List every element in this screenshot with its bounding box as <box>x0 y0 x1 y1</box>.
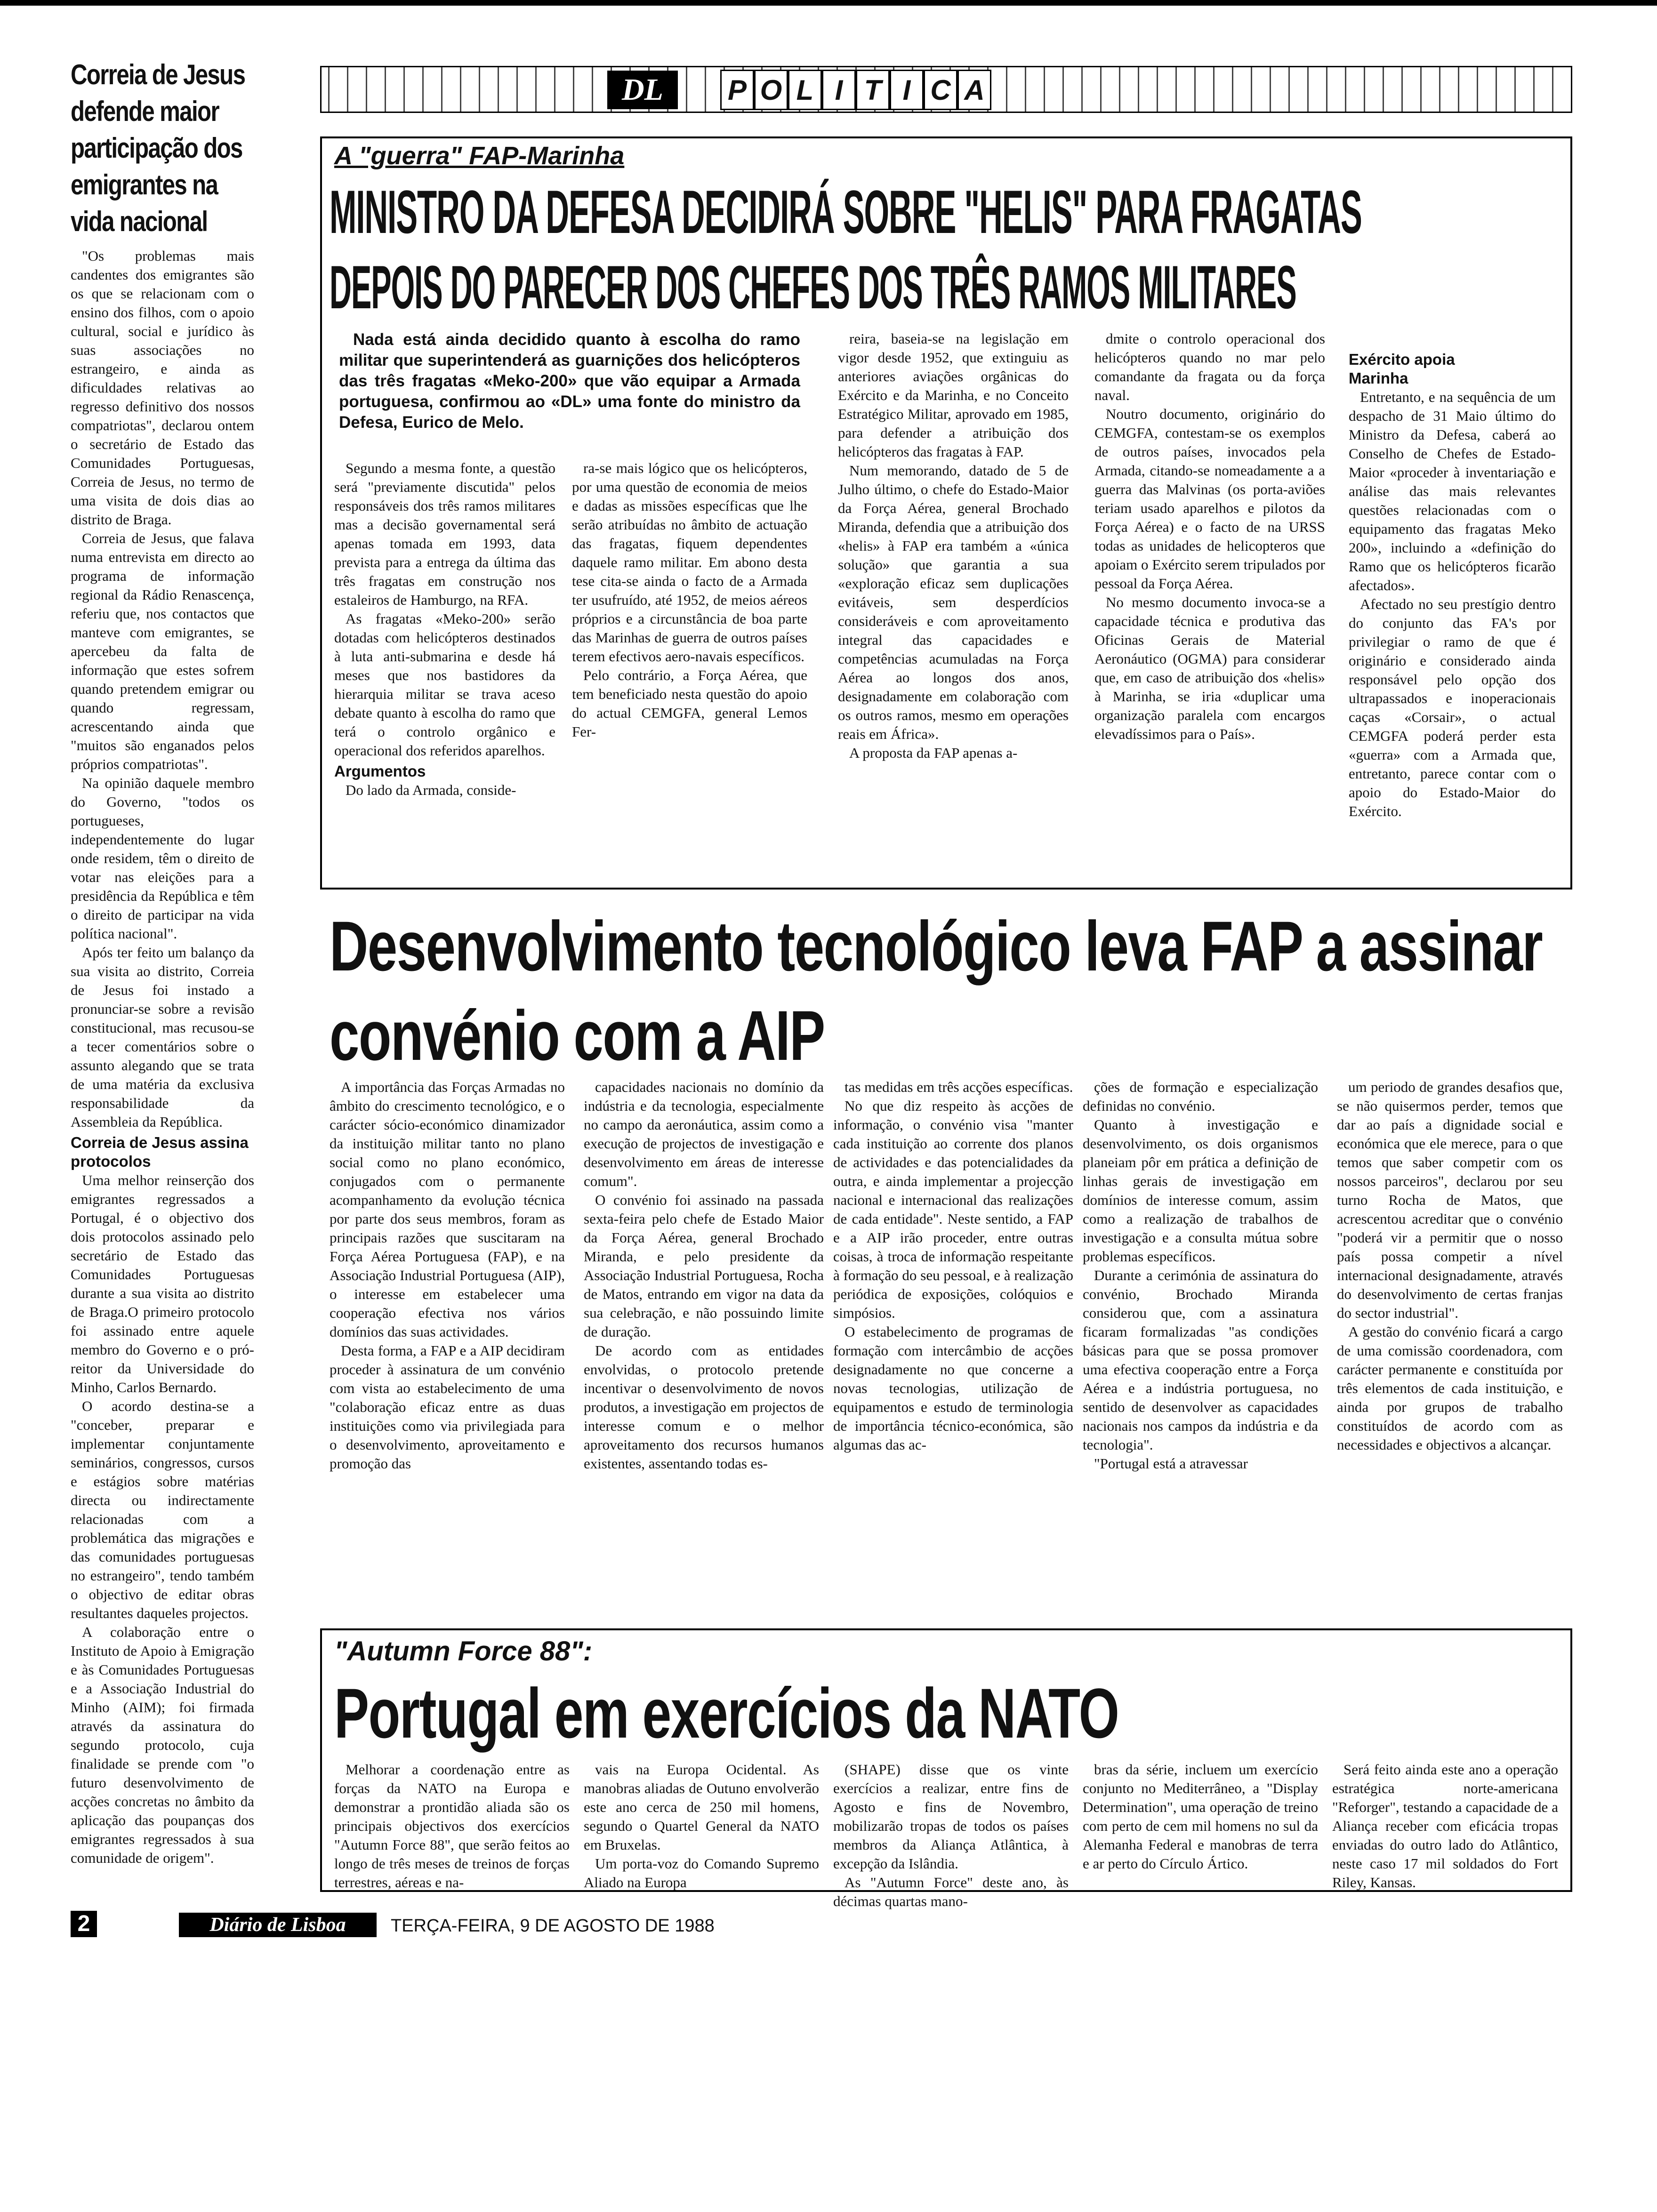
article-fap-marinha-headline-2: DEPOIS DO PARECER DOS CHEFES DOS TRÊS RAMOS MILITARES <box>330 253 1296 321</box>
article-fap-aip-paragraph: Desta forma, a FAP e a AIP decidiram proceder à assinatura de um convénio com vista ao estabelecimento de uma "colaboração eficaz entre as duas instituições como via privilegiada para o desenvolvimento, aproveitamento e promoção das <box>330 1342 565 1472</box>
sidebar-paragraph: "Os problemas mais candentes dos emigrantes são os que se relacionam com o ensino dos filhos, com o apoio cultural, social e jurídico às suas associações no estrangeiro, e ainda as dificuldades relativas ao regresso definitivo dos nossos compatriotas", declarou ontem o secretário de Estado das Comunidades Portuguesas, Correia de Jesus, no termo de uma visita de dois dias ao distrito de Braga. <box>71 248 254 528</box>
article-fap-marinha-paragraph: Pelo contrário, a Força Aérea, que tem beneficiado nesta questão do apoio do actual CEMGFA, general Lemos Fer- <box>572 667 807 740</box>
section-logo: DL <box>607 71 678 109</box>
footer-masthead: Diário de Lisboa <box>179 1913 377 1937</box>
article-fap-aip-headline-1: Desenvolvimento tecnológico leva FAP a assinar <box>330 906 1543 986</box>
article-fap-marinha-subhead: Argumentos <box>334 762 426 780</box>
article-fap-marinha-col3 <box>838 329 1069 762</box>
article-fap-aip-paragraph: No que diz respeito às acções de informação, o convénio visa "manter cada instituição ao corrente dos planos de actividades e das potencialidades da outra, e ainda implementar a projecção nacional e internacional das realizações de cada entidade". Neste sentido, a FAP e a AIP irão proceder, entre outras coisas, à troca de informação respeitante à formação do seu pessoal, e à realização periódica de exposições, colóquios e simpósios. <box>833 1098 1073 1321</box>
article-fap-aip-col1 <box>330 1078 565 1473</box>
sidebar-paragraph: A colaboração entre o Instituto de Apoio à Emigração e às Comunidades Portuguesas e a Associação Industrial do Minho (AIM); foi firmada através da assinatura do segundo protocolo, cuja finalidade se prende com "o futuro desenvolvimento de acções concretas no âmbito da aplicação das poupanças dos emigrantes regressados à sua comunidade de origem". <box>71 1624 254 1866</box>
article-fap-marinha-col5 <box>1349 348 1556 821</box>
article-fap-marinha-paragraph: A proposta da FAP apenas a- <box>849 745 1018 761</box>
article-nato-col1 <box>334 1760 570 1892</box>
article-fap-marinha-paragraph: Num memorando, datado de 5 de Julho último, o chefe do Estado-Maior da Força Aérea, general Brochado Miranda, defendia que a atribuição dos «helis» à FAP era também a «única solução» que garantia a sua «exploração eficaz sem duplicações evitáveis, sem desperdícios consideráveis e com aproveitamento integral das capacidades e competências acumuladas na Força Aérea ao longos dos anos, designadamente em colaboração com os outros ramos, mesmo em operações reais em África». <box>838 462 1069 742</box>
article-fap-aip-paragraph: O estabelecimento de programas de formação com intercâmbio de acções designadamente no que concerne a novas tecnologias, utilização de equipamentos e estudo de terminologia de importância técnico-económica, são algumas das ac- <box>833 1323 1073 1453</box>
article-fap-aip-paragraph: De acordo com as entidades envolvidas, o protocolo pretende incentivar o desenvolvimento de novos produtos, a investigação em projectos de interesse comum e o melhor aproveitamento dos recursos humanos existentes, assentando todas es- <box>584 1342 824 1472</box>
article-fap-marinha-col2 <box>572 459 807 741</box>
article-nato-paragraph: Será feito ainda este ano a operação estratégica norte-americana "Reforger", testando a capacidade de a Aliança receber com eficácia tropas enviadas do outro lado do Atlântico, neste caso 17 mil soldados do Fort Riley, Kansas. <box>1332 1761 1558 1891</box>
article-nato-paragraph: Um porta-voz do Comando Supremo Aliado na Europa <box>584 1855 819 1891</box>
article-nato-paragraph: Melhorar a coordenação entre as forças da NATO na Europa e demonstrar a prontidão aliada são os principais objectivos dos exercícios "Autumn Force 88", que serão feitos ao longo de três meses de treinos de forças terrestres, aéreas e na- <box>334 1761 570 1891</box>
sidebar-headline: Correia de Jesus defende maior participação dos emigrantes na vida nacional <box>71 59 245 237</box>
article-fap-marinha-paragraph: As fragatas «Meko-200» serão dotadas com helicópteros destinados à luta anti-submarina e desde há meses que nos bastidores da hierarquia militar se trava aceso debate quanto à escolha do ramo que terá o controlo orgânico e operacional dos referidos aparelhos. <box>334 610 555 759</box>
article-fap-aip-paragraph: um periodo de grandes desafios que, se não quisermos perder, temos que dar ao país a dignidade social e económica que ele merece, para o que temos que saber competir com os nossos parceiros", declarou por seu turno Rocha de Matos, que acrescentou acreditar que o convénio "poderá vir a permitir que o nosso país possa competir a nível internacional designadamente, através do desenvolvimento de certas franjas do sector industrial". <box>1337 1079 1563 1321</box>
article-nato-col5 <box>1332 1760 1558 1892</box>
article-fap-aip-paragraph: A importância das Forças Armadas no âmbito do crescimento tecnológico, e o carácter sócio-económico dinamizador da instituição militar tanto no plano social como no plano económico, conjugados com o permanente acompanhamento da evolução técnica por parte dos seus membros, foram as principais razões que suscitaram na Força Aérea Portuguesa (FAP), e na Associação Industrial Portuguesa (AIP), o interesse em estabelecer uma cooperação efectiva nos vários domínios das suas actividades. <box>330 1079 565 1340</box>
article-nato-col4 <box>1083 1760 1318 1873</box>
sidebar-subhead: Correia de Jesus assina protocolos <box>71 1134 249 1170</box>
sidebar-paragraph: Uma melhor reinserção dos emigrantes regressados a Portugal, é o objectivo dos dois protocolos assinado pelo secretário de Estado das Comunidades Portuguesas durante a sua visita ao distrito de Braga.O primeiro protocolo foi assinado entre aquele membro do Governo e o pró-reitor da Universidade do Minho, Carlos Bernardo. <box>71 1172 254 1395</box>
article-fap-marinha-paragraph: reira, baseia-se na legislação em vigor desde 1952, que extinguiu as anteriores aviações orgânicas do Exército e da Marinha, e no Conceito Estratégico Militar, aprovado em 1985, para defender a atribuição dos helicópteros das fragatas à FAP. <box>838 330 1069 460</box>
article-fap-aip-paragraph: "Portugal está a atravessar <box>1094 1455 1248 1472</box>
section-title-letter: C <box>924 70 957 110</box>
article-fap-aip-col4 <box>1083 1078 1318 1473</box>
article-fap-marinha-col5-subhead: Exército apoia Marinha <box>1349 351 1455 387</box>
section-title-letter: A <box>957 70 991 110</box>
article-fap-marinha-lead: Nada está ainda decidido quanto à escolha do ramo militar que superintenderá as guarnições dos helicópteros das três fragatas «Meko-200» que vão equipar a Armada portuguesa, confirmou ao «DL» uma fonte do ministro da Defesa, Eurico de Melo. <box>339 330 800 432</box>
article-fap-marinha-paragraph: Segundo a mesma fonte, a questão será "previamente discutida" pelos responsáveis dos três ramos militares mas a decisão governamental será apenas tomada em 1993, data prevista para a entrega da última das três fragatas em construção nos estaleiros de Hamburgo, na RFA. <box>334 460 555 608</box>
page-number: 2 <box>71 1911 97 1937</box>
article-fap-aip-headline-2: convénio com a AIP <box>330 996 825 1075</box>
section-title-letter: I <box>890 70 924 110</box>
article-fap-aip-paragraph: ções de formação e especialização definidas no convénio. <box>1083 1079 1318 1114</box>
sidebar-paragraph: Após ter feito um balanço da sua visita ao distrito, Correia de Jesus foi instado a pronunciar-se sobre a revisão constitucional, mas recusou-se a tecer comentários sobre o assunto alegando que se trata de uma matéria da exclusiva responsabilidade da Assembleia da República. <box>71 944 254 1130</box>
article-nato-kicker: "Autumn Force 88": <box>334 1636 593 1667</box>
article-nato-headline: Portugal em exercícios da NATO <box>334 1674 1119 1753</box>
article-fap-marinha-paragraph: Do lado da Armada, conside- <box>346 782 516 798</box>
article-nato-col3 <box>833 1760 1069 1911</box>
article-fap-aip-paragraph: Quanto à investigação e desenvolvimento, os dois organismos planeiam pôr em prática a definição de linhas gerais de investigação em domínios de interesse comum, assim como a realização de trabalhos de investigação e a consulta mútua sobre problemas específicos. <box>1083 1116 1318 1265</box>
section-title-letter: I <box>822 70 856 110</box>
article-fap-aip-col5 <box>1337 1078 1563 1454</box>
article-fap-marinha-paragraph: dmite o controlo operacional dos helicópteros quando no mar pelo comandante da fragata ou da força naval. <box>1094 330 1325 403</box>
article-nato-paragraph: (SHAPE) disse que os vinte exercícios a realizar, entre fins de Agosto e fins de Novembro, mobilizarão tropas de todos os países membros da Aliança Atlântica, à excepção da Islândia. <box>833 1761 1069 1872</box>
sidebar-body <box>71 247 254 1131</box>
article-fap-marinha-col4 <box>1094 329 1325 744</box>
sidebar-article <box>71 56 254 1867</box>
article-fap-marinha-paragraph: Entretanto, e na sequência de um despacho de 31 Maio último do Ministro da Defesa, caberá ao Conselho de Chefes de Estado-Maior «proceder à inventariação e análise das mais relevantes questões relacionadas com o equipamento das fragatas Meko 200», incluindo a «definição do Ramo que os helicópteros ficarão afectados». <box>1349 389 1556 593</box>
section-title-letter: O <box>754 70 788 110</box>
section-title-letter: P <box>720 70 754 110</box>
sidebar-body-2 <box>71 1171 254 1867</box>
article-fap-marinha-paragraph: ra-se mais lógico que os helicópteros, por uma questão de economia de meios e dadas as missões específicas que lhe serão atribuídas no âmbito de actuação das fragatas, fiquem dependentes daquele ramo militar. Em abono desta tese cita-se ainda o facto de a Armada ter usufruído, até 1952, de meios aéreos próprios e a circunstância de boa parte das Marinhas de guerra de outros países terem efectivos aero-navais específicos. <box>572 460 807 665</box>
article-fap-marinha-kicker: A "guerra" FAP-Marinha <box>334 142 625 170</box>
section-title-letter: L <box>788 70 822 110</box>
top-rule <box>0 0 1657 6</box>
article-fap-aip-paragraph: tas medidas em três acções específicas. <box>845 1079 1073 1095</box>
article-fap-marinha-headline-1: MINISTRO DA DEFESA DECIDIRÁ SOBRE "HELIS" PARA FRAGATAS <box>330 177 1362 246</box>
article-fap-marinha-paragraph: Noutro documento, originário do CEMGFA, contestam-se os exemplos de outros países, invocados pela Armada, citando-se nomeadamente a a guerra das Malvinas (os porta-aviões teriam usado aparelhos e pilotos da Força Aérea) e o facto de na URSS todas as unidades de helicopteros que apoiam o Exército serem tripulados por pessoal da Força Aérea. <box>1094 406 1325 592</box>
article-fap-marinha-paragraph: Afectado no seu prestígio dentro do conjunto das FA's por privilegiar o ramo de que é originário e considerado ainda responsável pelo opção dos ultrapassados e inoperacionais caças «Corsair», o actual CEMGFA poderá perder esta «guerra» com a Armada que, entretanto, parece contar com o apoio do Estado-Maior do Exército. <box>1349 596 1556 819</box>
section-title-letter: T <box>856 70 890 110</box>
article-fap-aip-paragraph: Durante a cerimónia de assinatura do convénio, Brochado Miranda considerou que, com a assinatura ficaram formalizadas "as condições básicas para que se possa promover uma efectiva cooperação entre a Força Aérea e a indústria portuguesa, no sentido de desenvolver as capacidades nacionais nos campos da indústria e da tecnologia". <box>1083 1267 1318 1453</box>
article-nato-paragraph: As "Autumn Force" deste ano, às décimas quartas mano- <box>833 1874 1069 1909</box>
article-fap-aip-paragraph: capacidades nacionais no domínio da indústria e da tecnologia, especialmente no campo da aeronáutica, assim como a execução de projectos de investigação e desenvolvimento em áreas de interesse comum". <box>584 1079 824 1189</box>
footer-date: TERÇA-FEIRA, 9 DE AGOSTO DE 1988 <box>391 1916 715 1936</box>
article-fap-aip-paragraph: A gestão do convénio ficará a cargo de uma comissão coordenadora, com carácter permanente e constituída por três elementos de cada instituição, e ainda por grupos de trabalho constituídos de acordo com as necessidades e objectivos a alcançar. <box>1337 1323 1563 1453</box>
sidebar-paragraph: Na opinião daquele membro do Governo, "todos os portugueses, independentemente do lugar onde residem, têm o direito de votar nas eleições para a presidência da República e têm o direito de participar na vida política nacional". <box>71 775 254 942</box>
article-nato-paragraph: vais na Europa Ocidental. As manobras aliadas de Outuno envolverão este ano cerca de 250 mil homens, segundo o Quartel General da NATO em Bruxelas. <box>584 1761 819 1853</box>
article-fap-aip-col2 <box>584 1078 824 1473</box>
article-fap-aip-paragraph: O convénio foi assinado na passada sexta-feira pelo chefe de Estado Maior da Força Aérea, general Brochado Miranda, e pelo presidente da Associação Industrial Portuguesa, Rocha de Matos, entrando em vigor na data da sua celebração, e não possuindo limite de duração. <box>584 1192 824 1340</box>
sidebar-paragraph: Correia de Jesus, que falava numa entrevista em directo ao programa de informação regional da Rádio Renascença, referiu que, nos contactos que manteve com emigrantes, se apercebeu da falta de informação que estes sofrem quando pretendem emigrar ou quando regressam, acrescentando ainda que "muitos são enganados pelos próprios compatriotas". <box>71 530 254 772</box>
sidebar-paragraph: O acordo destina-se a "conceber, preparar e implementar conjuntamente seminários, congressos, cursos e estágios sobre matérias directa ou indirectamente relacionadas com a problemática das migrações e das comunidades portuguesas no estrangeiro", tendo também o objectivo de editar obras resultantes daqueles projectos. <box>71 1398 254 1621</box>
article-fap-marinha-col1 <box>334 459 555 800</box>
section-title <box>720 70 991 110</box>
article-fap-aip-col3 <box>833 1078 1073 1454</box>
article-nato-col2 <box>584 1760 819 1892</box>
article-nato-paragraph: bras da série, incluem um exercício conjunto no Mediterrâneo, a "Display Determination", uma operação de treino com perto de cem mil homens no sul da Alemanha Federal e manobras de terra e ar perto do Círculo Ártico. <box>1083 1761 1318 1872</box>
article-fap-marinha-paragraph: No mesmo documento invoca-se a capacidade técnica e produtiva das Oficinas Gerais de Material Aeronáutico (OGMA) para considerar que, em caso de atribuição dos «helis» à Marinha, se iria «duplicar uma organização paralela com encargos elevadíssimos para o País». <box>1094 594 1325 742</box>
